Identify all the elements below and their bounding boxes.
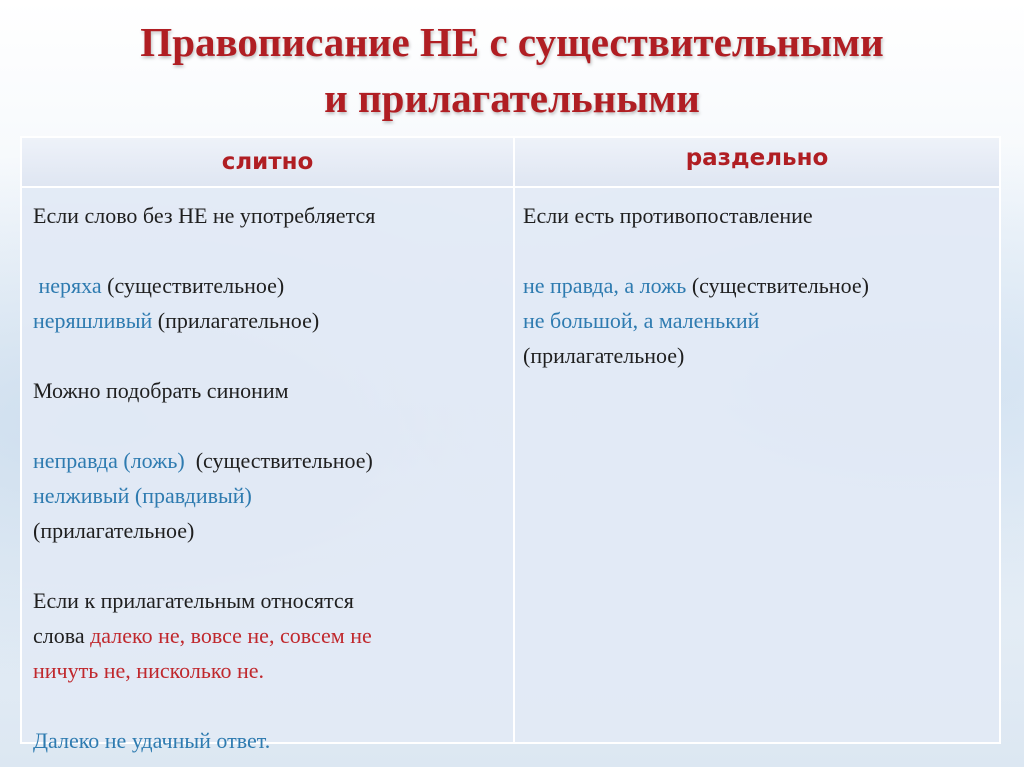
- part-of-speech-note: (существительное): [691, 273, 869, 298]
- rule-synonym: Можно подобрать синоним: [33, 378, 289, 403]
- rule-adverbs-cont: [33, 618, 503, 653]
- part-of-speech-note: (прилагательное): [157, 308, 320, 333]
- column-divider: [513, 138, 515, 742]
- part-of-speech-note: (существительное): [195, 448, 373, 473]
- example-line: [523, 268, 993, 303]
- example-line: [33, 268, 503, 303]
- part-of-speech-note: (существительное): [107, 273, 285, 298]
- example-word: неправда (ложь): [33, 448, 185, 473]
- part-of-speech-note: (прилагательное): [523, 343, 685, 368]
- header-together: слитно: [221, 149, 314, 175]
- rule-contrast: Если есть противопоставление: [523, 203, 813, 228]
- cell-separately: [523, 198, 993, 373]
- highlight-phrases: далеко не, вовсе не, совсем не: [90, 623, 372, 648]
- part-of-speech-note: (прилагательное): [33, 518, 195, 543]
- example-word: неряшливый: [33, 308, 153, 333]
- rule-no-word-without-ne: Если слово без НЕ не употребляется: [33, 203, 376, 228]
- title-line-2: и прилагательными: [324, 75, 700, 121]
- table-header-row: [22, 138, 999, 188]
- title-line-1: Правописание НЕ с существительными: [140, 19, 884, 65]
- example-word: нелживый (правдивый): [33, 483, 252, 508]
- example-word: неряха: [38, 273, 102, 298]
- header-separately: раздельно: [685, 145, 829, 171]
- slide-title: [0, 14, 1024, 126]
- rules-table: [20, 136, 1001, 753]
- rule-text: слова: [33, 623, 85, 648]
- example-sentence: Далеко не удачный ответ.: [33, 728, 271, 753]
- highlight-phrases: ничуть не, нисколько не.: [33, 658, 265, 683]
- rule-adverbs: Если к прилагательным относятся: [33, 588, 354, 613]
- example-word: не большой, а маленький: [523, 308, 760, 333]
- cell-together: [33, 198, 503, 758]
- example-line: [33, 303, 503, 338]
- example-line: [33, 443, 503, 478]
- example-word: не правда, а ложь: [523, 273, 687, 298]
